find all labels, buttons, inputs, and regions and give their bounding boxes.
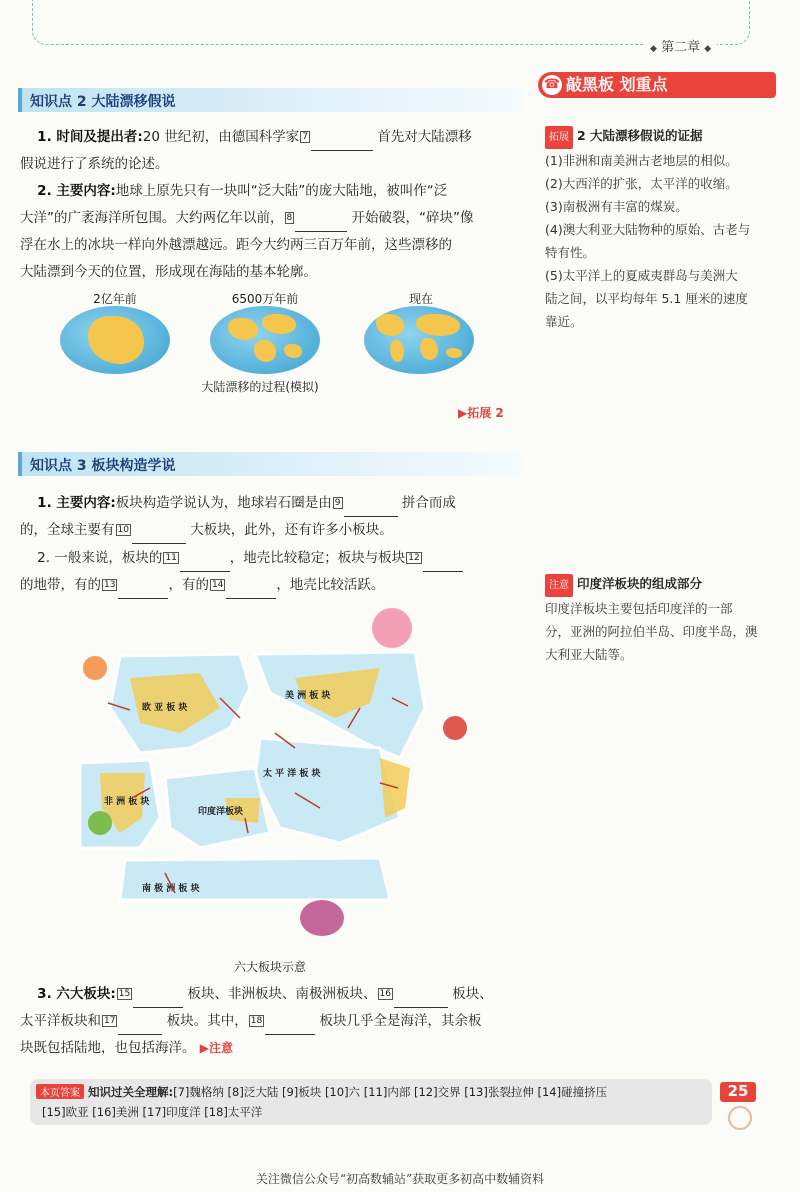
blank-number-12: 12 xyxy=(408,553,420,563)
plate-map xyxy=(80,648,480,903)
kp3-p1-text-c: 的，全球主要有 xyxy=(20,522,115,538)
plate-label-african: 非 洲 板 块 xyxy=(104,797,150,807)
blank-12[interactable] xyxy=(423,555,463,572)
note-line: 分，亚洲的阿拉伯半岛、印度半岛，澳 xyxy=(545,624,758,639)
blank-number-8: 8 xyxy=(286,213,293,223)
globe-label-2: 6500万年前 xyxy=(231,292,299,306)
kp2-p1-label: 1. 时间及提出者: xyxy=(37,129,143,145)
kp2-para1 xyxy=(20,124,522,178)
globe-label-3: 现在 xyxy=(408,292,433,306)
kp2-para2 xyxy=(20,178,522,286)
answer-title: 知识过关全理解: xyxy=(88,1085,174,1099)
kp2-heading: 知识点 2 大陆漂移假说 xyxy=(18,88,522,112)
extension-item: 靠近。 xyxy=(545,314,583,329)
blank-number-9: 9 xyxy=(334,498,341,508)
blank-number-17: 17 xyxy=(104,1016,116,1026)
board-title: 敲黑板 划重点 xyxy=(566,75,668,94)
extension-box xyxy=(545,124,785,333)
kp3-p2-text-b: ，地壳比较稳定；板块与板块 xyxy=(229,550,406,566)
extension-item: (3)南极洲有丰富的煤炭。 xyxy=(545,199,688,214)
blank-16[interactable] xyxy=(394,991,448,1008)
kp3-p3-label: 3. 六大板块: xyxy=(37,986,116,1002)
globe-present xyxy=(364,306,474,374)
blank-number-7: 7 xyxy=(302,132,309,142)
blank-18[interactable] xyxy=(265,1018,315,1035)
blank-number-11: 11 xyxy=(165,553,177,563)
plate-label-indian: 印度洋板块 xyxy=(198,807,244,817)
kp2-p1-text-a: 20 世纪初，由德国科学家 xyxy=(142,129,300,145)
kp2-p1-text-b: 首先对大陆漂移 xyxy=(377,129,472,145)
note-line: 印度洋板块主要包括印度洋的一部 xyxy=(545,601,733,616)
blank-15[interactable] xyxy=(133,991,183,1008)
plate-label-eurasian: 欧 亚 板 块 xyxy=(142,703,188,713)
blank-number-10: 10 xyxy=(117,525,129,535)
globe-65m-years xyxy=(210,306,320,374)
extension-item: 特有性。 xyxy=(545,245,596,260)
blank-11[interactable] xyxy=(180,555,230,572)
blank-14[interactable] xyxy=(226,582,276,599)
globe-label-1: 2亿年前 xyxy=(93,292,137,306)
extension-item: (1)非洲和南美洲古老地层的相似。 xyxy=(545,153,738,168)
kp3-para2 xyxy=(20,545,522,599)
note-link[interactable]: ▶注意 xyxy=(199,1041,234,1055)
kp3-heading: 知识点 3 板块构造学说 xyxy=(18,452,522,476)
blank-number-18: 18 xyxy=(250,1016,263,1026)
board-banner xyxy=(538,72,776,98)
globe-200m-years xyxy=(60,306,170,374)
answer-bar xyxy=(30,1079,712,1125)
child-figure-3 xyxy=(443,716,467,740)
kp3-p1-label: 1. 主要内容: xyxy=(37,495,116,511)
kp3-p3-text-e: 板块几乎全是海洋，其余板 xyxy=(319,1013,482,1029)
kp2-p2-text-c: 开始破裂，“碎块”像 xyxy=(351,210,474,226)
kp3-p3-text-f: 块既包括陆地，也包括海洋。 xyxy=(20,1040,196,1056)
child-figure-1 xyxy=(83,656,107,680)
kp3-p3-text-b: 板块、 xyxy=(452,986,493,1002)
plate-label-antarctic: 南 极 洲 板 块 xyxy=(142,884,200,894)
blank-17[interactable] xyxy=(118,1018,162,1035)
extension-title: 2 大陆漂移假说的证据 xyxy=(577,128,703,143)
top-dashed-frame xyxy=(32,0,750,45)
blank-8[interactable] xyxy=(295,215,347,232)
page-number: 25 xyxy=(720,1082,756,1102)
kp2-p1-text-c: 假说进行了系统的论述。 xyxy=(20,156,169,172)
bottom-note: 关注微信公众号“初高数辅站”获取更多初高中数辅资料 xyxy=(255,1172,545,1186)
note-title: 印度洋板块的组成部分 xyxy=(577,576,703,591)
kp2-p2-label: 2. 主要内容: xyxy=(37,183,116,199)
blank-10[interactable] xyxy=(132,527,186,544)
plate-map-caption: 六大板块示意 xyxy=(233,960,306,974)
kp2-p2-text-b: 大洋”的广袤海洋所包围。大约两亿年以前， xyxy=(20,210,284,226)
kp3-p1-text-d: 大板块，此外，还有许多小板块。 xyxy=(190,522,393,538)
kp3-p3-text-c: 太平洋板块和 xyxy=(20,1013,101,1029)
kp3-p2-text-d: ，有的 xyxy=(168,577,209,593)
blank-number-14: 14 xyxy=(211,580,224,590)
answers-line-1: [7]魏格纳 [8]泛大陆 [9]板块 [10]六 [11]内部 [12]交界 [13]张裂拉伸 [14]碰撞挤压 xyxy=(173,1085,608,1099)
page-logo-icon xyxy=(728,1106,752,1130)
answer-tag: 本页答案 xyxy=(36,1084,84,1099)
extension-item: 陆之间，以平均每年 5.1 厘米的速度 xyxy=(545,291,748,306)
child-figure-bottom xyxy=(300,900,344,936)
globe-caption: 大陆漂移的过程(模拟) xyxy=(201,380,319,394)
extension-item: (2)大西洋的扩张，太平洋的收缩。 xyxy=(545,176,738,191)
blank-number-16: 16 xyxy=(379,989,391,999)
blank-9[interactable] xyxy=(344,500,398,517)
extension-item: (4)澳大利亚大陆物种的原始、古老与 xyxy=(545,222,751,237)
plate-label-american: 美 洲 板 块 xyxy=(285,691,331,701)
note-line: 大利亚大陆等。 xyxy=(545,647,633,662)
kp3-p1-text-b: 拼合而成 xyxy=(401,495,456,511)
child-figure-2 xyxy=(88,811,112,835)
kp3-para3 xyxy=(20,981,522,1062)
kp3-p2-text-c: 的地带，有的 xyxy=(20,577,101,593)
extension-tag: 拓展 xyxy=(545,126,573,149)
bell-icon: ☎ xyxy=(542,75,562,95)
blank-number-15: 15 xyxy=(118,989,131,999)
kp3-p3-text-d: 板块。其中， xyxy=(166,1013,248,1029)
note-box xyxy=(545,572,785,666)
blank-13[interactable] xyxy=(118,582,168,599)
extension-item: (5)太平洋上的夏威夷群岛与美洲大 xyxy=(545,268,738,283)
plate-label-pacific: 太 平 洋 板 块 xyxy=(263,769,321,779)
kp2-p2-text-e: 大陆漂到今天的位置，形成现在海陆的基本轮廓。 xyxy=(20,264,317,280)
kp3-p1-text-a: 板块构造学说认为，地球岩石圈是由 xyxy=(115,495,332,511)
kp2-p2-text-d: 浮在水上的冰块一样向外越漂越远。距今大约两三百万年前，这些漂移的 xyxy=(20,237,452,253)
kp3-para1 xyxy=(20,490,522,544)
kp3-p3-text-a: 板块、非洲板块、南极洲板块、 xyxy=(187,986,377,1002)
blank-7[interactable] xyxy=(311,134,373,151)
kp3-p2-text-a: 2. 一般来说，板块的 xyxy=(37,550,163,566)
extension-2-link[interactable]: ▶拓展 2 xyxy=(458,406,504,420)
child-figure-top xyxy=(372,608,412,648)
blank-number-13: 13 xyxy=(104,580,116,590)
note-tag: 注意 xyxy=(545,574,573,597)
chapter-text: 第二章 xyxy=(661,40,701,55)
kp3-p2-text-e: ，地壳比较活跃。 xyxy=(276,577,385,593)
chapter-label: ◆ 第二章 ◆ xyxy=(644,36,717,55)
answers-line-2: [15]欧亚 [16]美洲 [17]印度洋 [18]太平洋 xyxy=(42,1105,263,1119)
kp2-p2-text-a: 地球上原先只有一块叫“泛大陆”的庞大陆地，被叫作“泛 xyxy=(115,183,448,199)
